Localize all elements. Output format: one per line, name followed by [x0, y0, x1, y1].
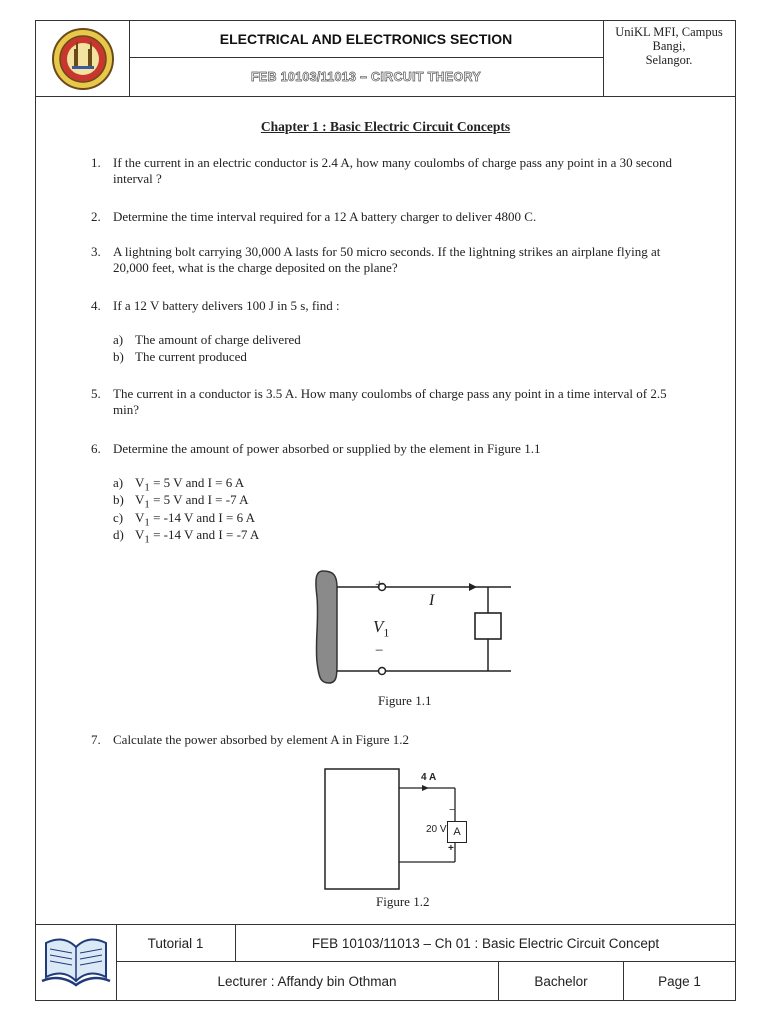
university-seal-icon — [36, 21, 129, 96]
figure-1-1-current-label: I — [429, 592, 435, 609]
header-title-cell — [129, 21, 604, 96]
book-cell — [36, 925, 117, 1000]
footer-table — [36, 924, 735, 1000]
figure-1-2-voltage-label: 20 V — [426, 824, 447, 835]
question-number: 3. — [91, 244, 101, 259]
page-label: Page 1 — [658, 973, 701, 989]
figure-1-2-caption: Figure 1.2 — [376, 894, 430, 909]
figure-1-1-voltage-label: $V_1$ — [373, 617, 390, 640]
figure-1-1-caption: Figure 1.1 — [378, 693, 432, 708]
question-4 — [91, 298, 681, 314]
open-book-icon — [36, 925, 116, 1000]
campus-line-2: Bangi, — [652, 39, 686, 53]
question-number: 7. — [91, 732, 101, 747]
q6-part-a: a) $V_1 = 5$ V and I = 6 A — [113, 475, 245, 494]
q4-part-a: a) The amount of charge delivered — [113, 332, 301, 347]
tutorial-label: Tutorial 1 — [116, 925, 236, 961]
element-a-box: A — [447, 821, 467, 843]
question-text: Calculate the power absorbed by element A in Figure 1.2 — [113, 732, 410, 747]
logo-cell — [36, 21, 130, 96]
figure-1-1-minus: − — [375, 643, 384, 659]
question-number: 5. — [91, 386, 101, 401]
question-2 — [91, 209, 681, 225]
question-3 — [91, 244, 681, 275]
question-text: If a 12 V battery delivers 100 J in 5 s, find : — [113, 298, 340, 313]
question-text: If the current in an electric conductor is 2.4 A, how many coulombs of charge pass any point in a 30 second interval ? — [113, 155, 672, 186]
question-1 — [91, 155, 681, 186]
question-6 — [91, 441, 681, 457]
question-number: 2. — [91, 209, 101, 224]
level-label: Bachelor — [499, 962, 624, 1000]
question-text: The current in a conductor is 3.5 A. How many coulombs of charge pass any point in a time interval of 2.5 min? — [113, 386, 667, 417]
question-number: 6. — [91, 441, 101, 456]
campus-line-3: Selangor. — [645, 53, 693, 67]
figure-1-2-plus: + — [448, 843, 454, 854]
footer-row-1 — [116, 925, 735, 962]
course-title: FEB 10103/11013 – CIRCUIT THEORY — [250, 70, 482, 84]
header-table — [36, 21, 735, 97]
question-7 — [91, 732, 681, 748]
q6-part-c: c) $V_1 = -14$ V and I = 6 A — [113, 510, 255, 529]
chapter-title: Chapter 1 : Basic Electric Circuit Concepts — [260, 119, 511, 134]
question-text: Determine the time interval required for a 12 A battery charger to deliver 4800 C. — [113, 209, 537, 224]
question-number: 1. — [91, 155, 101, 170]
figure-1-2-current-label: 4 A — [421, 772, 437, 783]
q6-part-d: d) $V_1 = -14$ V and I = -7 A — [113, 527, 260, 546]
course-chapter-label: FEB 10103/11013 – Ch 01 : Basic Electric Circuit Concept — [311, 935, 660, 951]
q4-part-b: b) The current produced — [113, 349, 247, 364]
question-5 — [91, 386, 681, 417]
figure-1-1-plus: + — [375, 577, 384, 593]
figure-1-1-element — [469, 587, 509, 672]
question-number: 4. — [91, 298, 101, 313]
page-frame — [35, 20, 736, 1001]
figure-1-2-minus: − — [449, 805, 455, 816]
campus-cell — [603, 21, 735, 100]
question-text: Determine the amount of power absorbed or supplied by the element in Figure 1.1 — [113, 441, 541, 456]
section-title: ELECTRICAL AND ELECTRONICS SECTION — [129, 21, 603, 58]
footer-row-2 — [116, 962, 735, 1000]
lecturer-label: Lecturer : Affandy bin Othman — [116, 962, 499, 1000]
q6-part-b: b) $V_1 = 5$ V and I = -7 A — [113, 492, 249, 511]
question-text: A lightning bolt carrying 30,000 A lasts for 50 micro seconds. If the lightning strikes an airplane flying at 20,000 feet, what is the charge deposited on the plane? — [113, 244, 661, 275]
campus-line-1: UniKL MFI, Campus — [615, 25, 723, 39]
